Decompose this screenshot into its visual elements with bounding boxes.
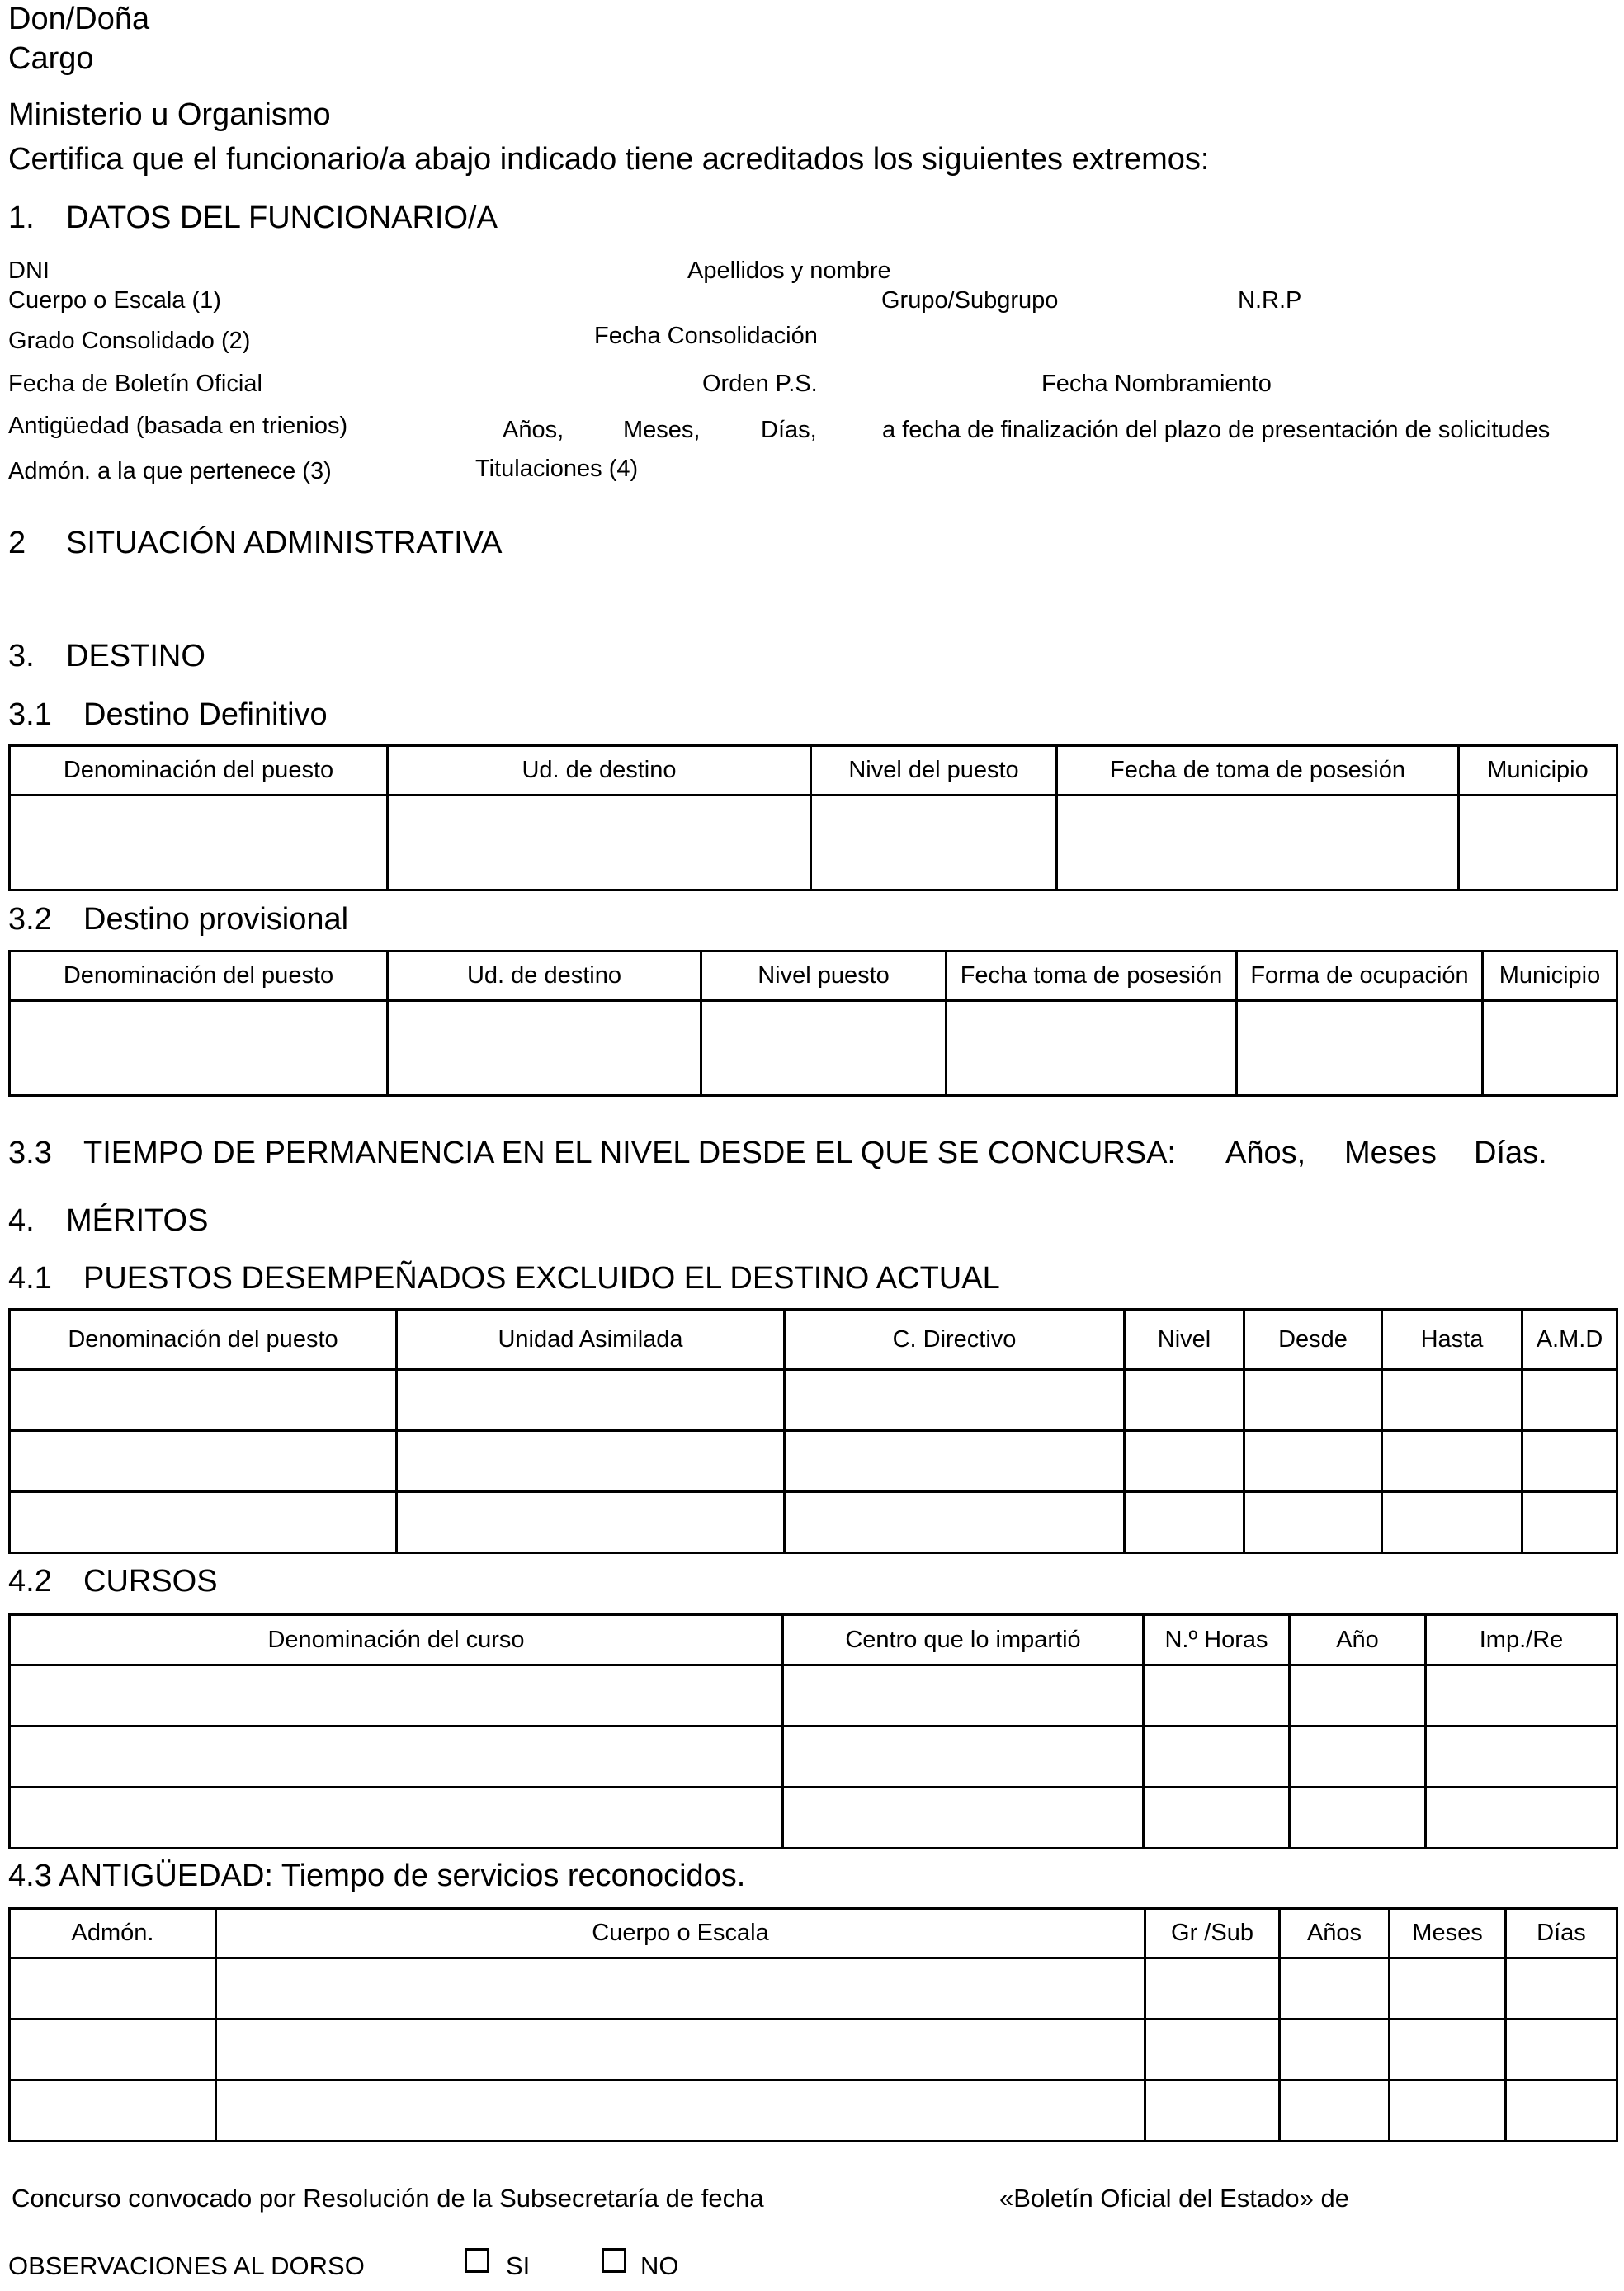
table-cell[interactable] bbox=[10, 1727, 783, 1788]
table-cell[interactable] bbox=[1390, 1958, 1506, 2019]
section-4-number: 4. bbox=[8, 1203, 35, 1238]
table-cell[interactable] bbox=[1382, 1431, 1522, 1492]
section-3-1-title: Destino Definitivo bbox=[83, 697, 328, 732]
section-1-title: DATOS DEL FUNCIONARIO/A bbox=[66, 201, 498, 235]
column-header: Hasta bbox=[1382, 1310, 1522, 1370]
table-cell[interactable] bbox=[1145, 2019, 1280, 2081]
section-4-1-number: 4.1 bbox=[8, 1261, 52, 1296]
antiguedad-meses-label: Meses, bbox=[623, 417, 701, 443]
boe-text: «Boletín Oficial del Estado» de bbox=[999, 2184, 1349, 2213]
column-header: Forma de ocupación bbox=[1237, 952, 1483, 1001]
column-header: A.M.D bbox=[1522, 1310, 1617, 1370]
column-header: Nivel bbox=[1125, 1310, 1244, 1370]
table-cell[interactable] bbox=[1382, 1370, 1522, 1431]
grado-label: Grado Consolidado (2) bbox=[8, 328, 251, 354]
a-fecha-text: a fecha de finalización del plazo de presentación de solicitudes bbox=[882, 417, 1551, 443]
column-header: Ud. de destino bbox=[388, 746, 811, 796]
column-header: C. Directivo bbox=[785, 1310, 1125, 1370]
table-cell[interactable] bbox=[1522, 1370, 1617, 1431]
table-cell[interactable] bbox=[1144, 1788, 1290, 1849]
table-row bbox=[10, 1727, 1617, 1788]
table-cell[interactable] bbox=[1390, 2019, 1506, 2081]
table-cell[interactable] bbox=[785, 1492, 1125, 1553]
table-cell[interactable] bbox=[783, 1727, 1144, 1788]
si-label: SI bbox=[506, 2251, 531, 2280]
apellidos-label: Apellidos y nombre bbox=[687, 257, 891, 284]
antiguedad-table bbox=[8, 1907, 1618, 2142]
column-header: Denominación del puesto bbox=[10, 952, 388, 1001]
table-cell[interactable] bbox=[1426, 1665, 1617, 1727]
table-cell[interactable] bbox=[1144, 1665, 1290, 1727]
table-cell[interactable] bbox=[216, 2019, 1145, 2081]
table-row bbox=[10, 2019, 1617, 2081]
table-cell[interactable] bbox=[1057, 796, 1459, 890]
table-cell[interactable] bbox=[1125, 1492, 1244, 1553]
section-3-title: DESTINO bbox=[66, 639, 205, 673]
column-header: Unidad Asimilada bbox=[397, 1310, 785, 1370]
table-cell[interactable] bbox=[1145, 1958, 1280, 2019]
antiguedad-dias-label: Días, bbox=[761, 417, 817, 443]
table-cell[interactable] bbox=[216, 1958, 1145, 2019]
column-header: Años bbox=[1280, 1909, 1390, 1958]
admon-label: Admón. a la que pertenece (3) bbox=[8, 458, 332, 484]
dni-label: DNI bbox=[8, 257, 50, 284]
column-header: Municipio bbox=[1459, 746, 1617, 796]
table-cell[interactable] bbox=[216, 2081, 1145, 2142]
destino-provisional-table bbox=[8, 950, 1618, 1097]
table-cell[interactable] bbox=[10, 1370, 397, 1431]
column-header: Admón. bbox=[10, 1909, 216, 1958]
no-checkbox[interactable] bbox=[602, 2248, 626, 2273]
antiguedad-anos-label: Años, bbox=[503, 417, 564, 443]
observaciones-label: OBSERVACIONES AL DORSO bbox=[8, 2251, 365, 2280]
table-header-row bbox=[10, 952, 1617, 1001]
table-cell[interactable] bbox=[1290, 1788, 1426, 1849]
table-cell[interactable] bbox=[785, 1431, 1125, 1492]
certifica-text: Certifica que el funcionario/a abajo indicado tiene acreditados los siguientes extremos: bbox=[8, 142, 1210, 177]
table-header-row bbox=[10, 1615, 1617, 1665]
section-4-1-title: PUESTOS DESEMPEÑADOS EXCLUIDO EL DESTINO ACTUAL bbox=[83, 1261, 1000, 1296]
antiguedad-label: Antigüedad (basada en trienios) bbox=[8, 413, 348, 439]
table-header-row bbox=[10, 1909, 1617, 1958]
table-cell[interactable] bbox=[1125, 1431, 1244, 1492]
column-header: Fecha de toma de posesión bbox=[1057, 746, 1459, 796]
column-header: Cuerpo o Escala bbox=[216, 1909, 1145, 1958]
concurso-text: Concurso convocado por Resolución de la Subsecretaría de fecha bbox=[12, 2184, 764, 2213]
table-cell[interactable] bbox=[397, 1370, 785, 1431]
table-cell[interactable] bbox=[1382, 1492, 1522, 1553]
cargo-label: Cargo bbox=[8, 41, 94, 76]
table-cell[interactable] bbox=[947, 1001, 1237, 1096]
nrp-label: N.R.P bbox=[1238, 287, 1302, 314]
table-row bbox=[10, 1431, 1617, 1492]
table-row bbox=[10, 1958, 1617, 2019]
fecha-boletin-label: Fecha de Boletín Oficial bbox=[8, 371, 262, 397]
column-header: Denominación del puesto bbox=[10, 1310, 397, 1370]
table-cell[interactable] bbox=[10, 1958, 216, 2019]
table-row bbox=[10, 796, 1617, 890]
section-3-2-number: 3.2 bbox=[8, 902, 52, 937]
table-cell[interactable] bbox=[1506, 2081, 1617, 2142]
table-cell[interactable] bbox=[1522, 1431, 1617, 1492]
table-cell[interactable] bbox=[1280, 1958, 1390, 2019]
column-header: N.º Horas bbox=[1144, 1615, 1290, 1665]
table-row bbox=[10, 1788, 1617, 1849]
table-cell[interactable] bbox=[10, 1431, 397, 1492]
orden-ps-label: Orden P.S. bbox=[702, 371, 818, 397]
table-cell[interactable] bbox=[1506, 2019, 1617, 2081]
section-1-number: 1. bbox=[8, 201, 35, 235]
column-header: Días bbox=[1506, 1909, 1617, 1958]
table-row bbox=[10, 2081, 1617, 2142]
section-2-title: SITUACIÓN ADMINISTRATIVA bbox=[66, 526, 503, 560]
titulaciones-label: Titulaciones (4) bbox=[475, 456, 639, 482]
permanencia-anos-label: Años, bbox=[1225, 1136, 1306, 1170]
table-cell[interactable] bbox=[1506, 1958, 1617, 2019]
table-cell[interactable] bbox=[1426, 1727, 1617, 1788]
column-header: Denominación del curso bbox=[10, 1615, 783, 1665]
table-cell[interactable] bbox=[1237, 1001, 1483, 1096]
table-cell[interactable] bbox=[397, 1431, 785, 1492]
column-header: Fecha toma de posesión bbox=[947, 952, 1237, 1001]
grupo-label: Grupo/Subgrupo bbox=[881, 287, 1059, 314]
table-cell[interactable] bbox=[783, 1665, 1144, 1727]
table-cell[interactable] bbox=[1144, 1727, 1290, 1788]
table-row bbox=[10, 1665, 1617, 1727]
table-cell[interactable] bbox=[1426, 1788, 1617, 1849]
table-cell[interactable] bbox=[388, 796, 811, 890]
column-header: Imp./Re bbox=[1426, 1615, 1617, 1665]
table-cell[interactable] bbox=[1483, 1001, 1617, 1096]
column-header: Centro que lo impartió bbox=[783, 1615, 1144, 1665]
table-row bbox=[10, 1001, 1617, 1096]
section-3-number: 3. bbox=[8, 639, 35, 673]
column-header: Año bbox=[1290, 1615, 1426, 1665]
table-cell[interactable] bbox=[388, 1001, 701, 1096]
table-cell[interactable] bbox=[1244, 1431, 1382, 1492]
column-header: Meses bbox=[1390, 1909, 1506, 1958]
permanencia-meses-label: Meses bbox=[1344, 1136, 1437, 1170]
column-header: Nivel del puesto bbox=[811, 746, 1057, 796]
cuerpo-label: Cuerpo o Escala (1) bbox=[8, 287, 221, 314]
column-header: Ud. de destino bbox=[388, 952, 701, 1001]
table-cell[interactable] bbox=[1459, 796, 1617, 890]
cursos-table bbox=[8, 1613, 1618, 1849]
table-cell[interactable] bbox=[10, 1788, 783, 1849]
si-checkbox[interactable] bbox=[465, 2248, 489, 2273]
column-header: Desde bbox=[1244, 1310, 1382, 1370]
table-cell[interactable] bbox=[1390, 2081, 1506, 2142]
table-cell[interactable] bbox=[1145, 2081, 1280, 2142]
table-header-row bbox=[10, 746, 1617, 796]
table-cell[interactable] bbox=[10, 1001, 388, 1096]
destino-definitivo-table bbox=[8, 744, 1618, 891]
table-row bbox=[10, 1370, 1617, 1431]
table-cell[interactable] bbox=[1280, 2019, 1390, 2081]
table-cell[interactable] bbox=[10, 2019, 216, 2081]
table-cell[interactable] bbox=[811, 796, 1057, 890]
table-cell[interactable] bbox=[785, 1370, 1125, 1431]
table-cell[interactable] bbox=[1125, 1370, 1244, 1431]
table-row bbox=[10, 1492, 1617, 1553]
section-4-title: MÉRITOS bbox=[66, 1203, 209, 1238]
table-cell[interactable] bbox=[1244, 1370, 1382, 1431]
ministerio-label: Ministerio u Organismo bbox=[8, 97, 331, 132]
section-4-3-title: 4.3 ANTIGÜEDAD: Tiempo de servicios reconocidos. bbox=[8, 1859, 746, 1893]
column-header: Gr /Sub bbox=[1145, 1909, 1280, 1958]
table-cell[interactable] bbox=[1290, 1665, 1426, 1727]
table-cell[interactable] bbox=[1522, 1492, 1617, 1553]
table-cell[interactable] bbox=[10, 796, 388, 890]
fecha-consolidacion-label: Fecha Consolidación bbox=[594, 323, 818, 349]
section-3-3-title: TIEMPO DE PERMANENCIA EN EL NIVEL DESDE EL QUE SE CONCURSA: bbox=[83, 1136, 1176, 1170]
column-header: Municipio bbox=[1483, 952, 1617, 1001]
table-cell[interactable] bbox=[1244, 1492, 1382, 1553]
table-cell[interactable] bbox=[783, 1788, 1144, 1849]
section-4-2-number: 4.2 bbox=[8, 1564, 52, 1599]
puestos-desempenados-table bbox=[8, 1308, 1618, 1554]
table-cell[interactable] bbox=[10, 1665, 783, 1727]
no-label: NO bbox=[640, 2251, 679, 2280]
table-cell[interactable] bbox=[10, 2081, 216, 2142]
section-2-number: 2 bbox=[8, 526, 26, 560]
table-header-row bbox=[10, 1310, 1617, 1370]
table-cell[interactable] bbox=[1290, 1727, 1426, 1788]
column-header: Denominación del puesto bbox=[10, 746, 388, 796]
table-cell[interactable] bbox=[701, 1001, 947, 1096]
section-4-2-title: CURSOS bbox=[83, 1564, 218, 1599]
section-3-1-number: 3.1 bbox=[8, 697, 52, 732]
fecha-nombramiento-label: Fecha Nombramiento bbox=[1041, 371, 1272, 397]
table-cell[interactable] bbox=[1280, 2081, 1390, 2142]
don-dona-label: Don/Doña bbox=[8, 2, 150, 36]
table-cell[interactable] bbox=[397, 1492, 785, 1553]
column-header: Nivel puesto bbox=[701, 952, 947, 1001]
section-3-3-number: 3.3 bbox=[8, 1136, 52, 1170]
table-cell[interactable] bbox=[10, 1492, 397, 1553]
section-3-2-title: Destino provisional bbox=[83, 902, 349, 937]
permanencia-dias-label: Días. bbox=[1474, 1136, 1547, 1170]
